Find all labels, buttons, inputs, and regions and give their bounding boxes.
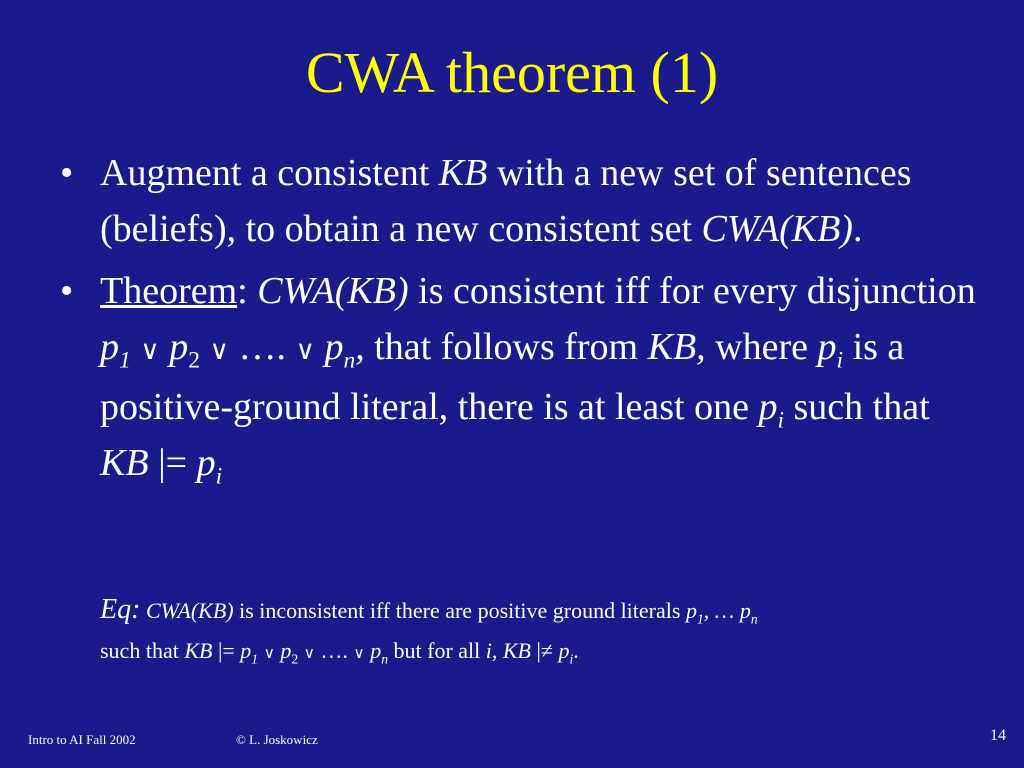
- bullet-theorem: [60, 263, 980, 491]
- var-p: p: [758, 386, 778, 428]
- subscript: 2: [188, 347, 201, 374]
- text: such that: [100, 638, 185, 663]
- slide-number: 14: [990, 727, 1006, 744]
- subscript: 1: [696, 611, 704, 627]
- var-p: p: [324, 326, 344, 368]
- text: but for all: [388, 638, 486, 663]
- subscript: i: [836, 347, 844, 374]
- footer-course: Intro to AI Fall 2002: [28, 732, 136, 747]
- var-p: p: [240, 638, 252, 663]
- text: such that: [784, 386, 930, 428]
- bullet-augment: [60, 145, 980, 257]
- subscript: i: [215, 463, 223, 490]
- or-symbol: ∨: [209, 335, 229, 366]
- text: is inconsistent iff there are positive ground literals: [233, 598, 686, 623]
- equivalence-note: [100, 590, 980, 673]
- subscript: n: [750, 611, 758, 627]
- footer-author: © L. Joskowicz: [236, 732, 318, 747]
- text: ,: [355, 326, 365, 368]
- or-symbol: ∨: [353, 644, 365, 662]
- bullet-marker: •: [60, 270, 74, 312]
- text-italic: CWA(KB): [145, 598, 234, 623]
- or-symbol: ∨: [140, 335, 160, 366]
- text: where: [705, 326, 818, 368]
- slide-title: CWA theorem (1): [305, 40, 719, 105]
- var-p: p: [169, 326, 189, 368]
- text-italic: KB: [100, 442, 149, 484]
- subscript: n: [343, 347, 356, 374]
- text-italic: KB,: [647, 326, 706, 368]
- text: Augment a consistent: [100, 152, 439, 194]
- subscript: 1: [119, 347, 131, 374]
- text-italic: CWA(KB): [701, 208, 853, 250]
- text-italic: KB: [184, 638, 213, 663]
- text-italic: i, KB: [485, 638, 531, 663]
- text: :: [237, 270, 258, 312]
- ellipsis: ….: [314, 638, 354, 663]
- entails-symbol: |=: [148, 442, 197, 484]
- text: that follows from: [364, 326, 648, 368]
- bullet-list: [60, 145, 980, 497]
- var-p: p: [370, 638, 382, 663]
- text-italic: CWA(KB): [257, 270, 409, 312]
- or-symbol: ∨: [295, 335, 315, 366]
- text-italic: KB: [438, 152, 488, 194]
- not-entails-symbol: |≠: [531, 638, 559, 663]
- ellipsis: ….: [229, 326, 296, 368]
- subscript: 1: [251, 651, 259, 667]
- subscript: 2: [291, 651, 299, 667]
- text: .: [573, 638, 579, 663]
- or-symbol: ∨: [263, 644, 275, 662]
- eq-label: Eq:: [100, 594, 141, 625]
- text: .: [852, 208, 863, 250]
- var-p: p: [739, 598, 751, 623]
- or-symbol: ∨: [303, 644, 315, 662]
- var-p: p: [196, 442, 216, 484]
- text: is consistent iff for every disjunction: [408, 270, 976, 312]
- var-p: p: [100, 326, 119, 368]
- theorem-label: Theorem: [100, 270, 238, 312]
- subscript: i: [569, 651, 574, 667]
- bullet-marker: •: [60, 152, 74, 194]
- text: with a new set of sentences (beliefs), to obtain a new consistent set: [100, 152, 912, 250]
- subscript: n: [381, 651, 388, 667]
- entails-symbol: |=: [212, 638, 241, 663]
- subscript: i: [777, 407, 785, 434]
- var-p: p: [280, 638, 292, 663]
- var-p: p: [685, 598, 697, 623]
- text: , …: [703, 598, 740, 623]
- var-p: p: [817, 326, 837, 368]
- text: is a positive-ground literal, there is at least one: [100, 326, 905, 428]
- var-p: p: [558, 638, 570, 663]
